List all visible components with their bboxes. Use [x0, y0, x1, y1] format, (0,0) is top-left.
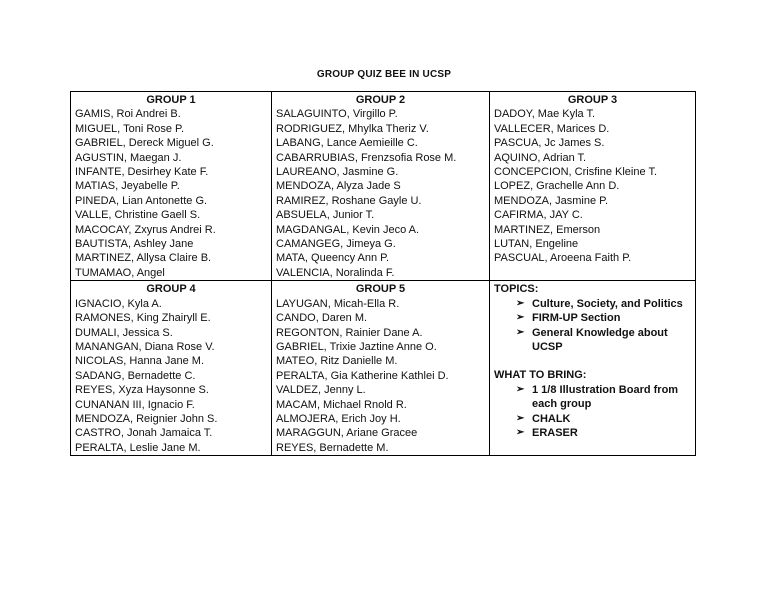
group-cell: [71, 92, 272, 281]
topics-label: TOPICS:: [494, 283, 539, 296]
member-list: [75, 297, 267, 455]
member-name: GABRIEL, Trixie Jaztine Anne O.: [276, 340, 437, 353]
member-list: [276, 297, 485, 455]
member-name: LAUREANO, Jasmine G.: [276, 166, 399, 179]
member-name: GAMIS, Roi Andrei B.: [75, 108, 181, 121]
member-list: [494, 107, 691, 265]
member-name: PERALTA, Leslie Jane M.: [75, 441, 201, 454]
member-name: PASCUA, Jc James S.: [494, 137, 605, 150]
bullet-text: General Knowledge about UCSP: [532, 326, 668, 353]
member-name: RODRIGUEZ, Mhylka Theriz V.: [276, 122, 429, 135]
member-name: CASTRO, Jonah Jamaica T.: [75, 427, 213, 440]
bullet-item: [516, 311, 691, 325]
member-name: AGUSTIN, Maegan J.: [75, 151, 182, 164]
member-list: [276, 107, 485, 280]
topics-list: [494, 297, 691, 355]
member-name: VALLECER, Marices D.: [494, 122, 610, 135]
member-name: RAMIREZ, Roshane Gayle U.: [276, 194, 422, 207]
group-heading: GROUP 1: [146, 94, 196, 106]
member-name: CAFIRMA, JAY C.: [494, 209, 583, 222]
spacer: [494, 354, 691, 368]
member-name: LAYUGAN, Micah-Ella R.: [276, 297, 400, 310]
group-heading: GROUP 2: [355, 94, 406, 106]
arrow-bullet-icon: ➢: [516, 312, 525, 324]
group-cell: [272, 281, 490, 456]
member-name: MENDOZA, Jasmine P.: [494, 194, 609, 207]
member-name: MIGUEL, Toni Rose P.: [75, 122, 185, 135]
member-name: IGNACIO, Kyla A.: [75, 297, 162, 310]
group-heading: GROUP 5: [355, 283, 406, 296]
member-name: CONCEPCION, Crisfine Kleine T.: [494, 166, 658, 179]
member-name: MATEO, Ritz Danielle M.: [276, 355, 398, 368]
member-name: BAUTISTA, Ashley Jane: [75, 238, 194, 251]
member-name: MATIAS, Jeyabelle P.: [75, 180, 180, 193]
member-name: CAMANGEG, Jimeya G.: [276, 238, 396, 251]
member-name: MENDOZA, Alyza Jade S: [276, 180, 401, 193]
group-cell: [490, 92, 696, 281]
member-name: LABANG, Lance Aemieille C.: [276, 137, 418, 150]
member-name: MAGDANGAL, Kevin Jeco A.: [276, 223, 420, 236]
bullet-item: [516, 383, 691, 412]
bullet-text: Culture, Society, and Politics: [532, 297, 683, 310]
member-name: CANDO, Daren M.: [276, 312, 368, 325]
member-name: MANANGAN, Diana Rose V.: [75, 340, 215, 353]
bullet-text: 1 1/8 Illustration Board from each group: [532, 383, 679, 411]
member-name: LUTAN, Engeline: [494, 238, 579, 251]
member-name: LOPEZ, Grachelle Ann D.: [494, 180, 620, 193]
member-name: SALAGUINTO, Virgillo P.: [276, 108, 398, 121]
member-name: ABSUELA, Junior T.: [276, 209, 375, 222]
instructions-cell: [490, 281, 696, 456]
bullet-item: [516, 412, 691, 426]
group-heading: GROUP 3: [567, 94, 618, 106]
member-name: CABARRUBIAS, Frenzsofia Rose M.: [276, 151, 457, 164]
bring-list: [494, 383, 691, 441]
arrow-bullet-icon: ➢: [516, 297, 525, 309]
bullet-text: ERASER: [532, 426, 578, 439]
arrow-bullet-icon: ➢: [516, 412, 525, 424]
member-name: MARTINEZ, Emerson: [494, 223, 601, 236]
member-name: MARTINEZ, Allysa Claire B.: [75, 252, 212, 265]
member-name: PASCUAL, Aroeena Faith P.: [494, 252, 632, 265]
table-row: [71, 92, 696, 281]
group-cell: [272, 92, 490, 281]
bullet-item: [516, 297, 691, 311]
member-name: REGONTON, Rainier Dane A.: [276, 326, 423, 339]
member-name: INFANTE, Desirhey Kate F.: [75, 166, 209, 179]
groups-table: [70, 91, 696, 456]
member-name: VALDEZ, Jenny L.: [276, 384, 366, 397]
member-name: MENDOZA, Reignier John S.: [75, 412, 218, 425]
arrow-bullet-icon: ➢: [516, 383, 525, 395]
member-name: DADOY, Mae Kyla T.: [494, 108, 596, 121]
member-name: SADANG, Bernadette C.: [75, 369, 196, 382]
member-name: MATA, Queency Ann P.: [276, 252, 390, 265]
member-name: VALLE, Christine Gaell S.: [75, 209, 201, 222]
member-name: CUNANAN III, Ignacio F.: [75, 398, 195, 411]
bullet-item: [516, 326, 691, 355]
arrow-bullet-icon: ➢: [516, 326, 525, 338]
member-list: [75, 107, 267, 280]
member-name: MACAM, Michael Rnold R.: [276, 398, 407, 411]
member-name: PERALTA, Gia Katherine Kathlei D.: [276, 369, 449, 382]
member-name: GABRIEL, Dereck Miguel G.: [75, 137, 214, 150]
member-name: REYES, Xyza Haysonne S.: [75, 384, 209, 397]
member-name: PINEDA, Lian Antonette G.: [75, 194, 208, 207]
member-name: TUMAMAO, Angel: [75, 266, 165, 279]
group-cell: [71, 281, 272, 456]
member-name: VALENCIA, Noralinda F.: [276, 266, 395, 279]
member-name: REYES, Bernadette M.: [276, 441, 389, 454]
member-name: MARAGGUN, Ariane Gracee: [276, 427, 418, 440]
member-name: ALMOJERA, Erich Joy H.: [276, 412, 401, 425]
member-name: DUMALI, Jessica S.: [75, 326, 173, 339]
group-heading: GROUP 4: [146, 283, 196, 296]
member-name: MACOCAY, Zxyrus Andrei R.: [75, 223, 216, 236]
member-name: RAMONES, King Zhairyll E.: [75, 312, 211, 325]
member-name: AQUINO, Adrian T.: [494, 151, 587, 164]
what-to-bring-label: WHAT TO BRING:: [494, 369, 587, 382]
table-row: [71, 281, 696, 456]
bullet-text: FIRM-UP Section: [532, 312, 621, 325]
bullet-item: [516, 426, 691, 440]
arrow-bullet-icon: ➢: [516, 426, 525, 438]
bullet-text: CHALK: [532, 412, 571, 425]
member-name: NICOLAS, Hanna Jane M.: [75, 355, 205, 368]
document-title: GROUP QUIZ BEE IN UCSP: [316, 69, 452, 80]
